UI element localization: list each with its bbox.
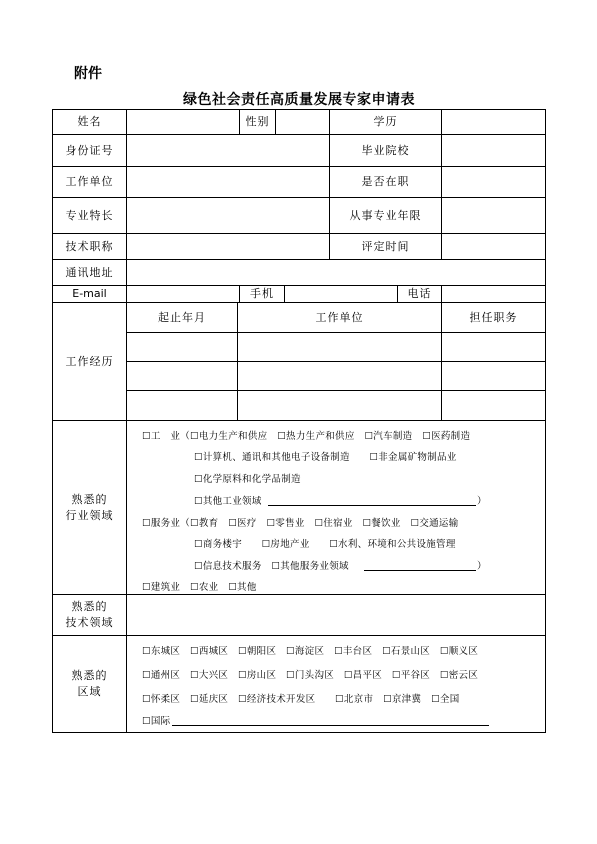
- region-option-line[interactable]: ☐怀柔区 ☐延庆区 ☐经济技术开发区 ☐北京市 ☐京津冀 ☐全国: [142, 694, 460, 705]
- technical-title-label: 技术职称: [65, 239, 114, 253]
- gender-label: 性别: [245, 115, 270, 128]
- industry-option-line[interactable]: ☐建筑业 ☐农业 ☐其他: [142, 582, 257, 593]
- specialty-input[interactable]: [127, 198, 329, 233]
- industry-option-line[interactable]: ☐信息技术服务 ☐其他服务业领域: [194, 561, 349, 572]
- specialty-label: 专业特长: [65, 208, 114, 222]
- email-input[interactable]: [127, 286, 239, 302]
- phone-label: 电话: [407, 287, 432, 300]
- region-label-line1: 熟悉的: [71, 669, 108, 682]
- gender-input[interactable]: [276, 110, 329, 134]
- education-input[interactable]: [442, 110, 545, 134]
- industry-option-close: ）: [477, 496, 487, 507]
- id-number-label: 身份证号: [65, 143, 114, 157]
- region-option-line[interactable]: ☐国际: [142, 716, 171, 727]
- years-input[interactable]: [442, 198, 545, 233]
- name-label: 姓名: [77, 115, 102, 128]
- tech-input[interactable]: [127, 595, 545, 635]
- industry-option-line[interactable]: ☐其他工业领域: [194, 496, 262, 507]
- technical-title-input[interactable]: [127, 234, 329, 259]
- work-history-col-period: 起止年月: [158, 310, 206, 324]
- employed-input[interactable]: [442, 167, 545, 197]
- attachment-label: 附件: [74, 66, 102, 82]
- tech-label-line2: 技术领域: [65, 616, 114, 629]
- work-unit-input[interactable]: [127, 167, 329, 197]
- work-history-col-unit: 工作单位: [315, 310, 364, 324]
- industry-option-line[interactable]: ☐工 业（☐电力生产和供应 ☐热力生产和供应 ☐汽车制造 ☐医药制造: [142, 431, 471, 442]
- region-option-line[interactable]: ☐东城区 ☐西城区 ☐朝阳区 ☐海淀区 ☐丰台区 ☐石景山区 ☐顺义区: [142, 646, 479, 657]
- region-label-line2: 区域: [77, 685, 102, 698]
- mobile-label: 手机: [250, 287, 274, 300]
- industry-option-line[interactable]: ☐化学原料和化学品制造: [194, 474, 301, 485]
- graduated-school-label: 毕业院校: [361, 143, 410, 157]
- mobile-input[interactable]: [285, 286, 397, 302]
- tech-label-line1: 熟悉的: [71, 600, 108, 613]
- industry-label-line1: 熟悉的: [71, 492, 108, 506]
- education-label: 学历: [373, 115, 398, 128]
- graduated-school-input[interactable]: [442, 135, 545, 166]
- industry-label-line2: 行业领域: [65, 508, 114, 522]
- employed-label: 是否在职: [361, 175, 410, 188]
- industry-option-line[interactable]: ☐服务业（☐教育 ☐医疗 ☐零售业 ☐住宿业 ☐餐饮业 ☐交通运输: [142, 518, 459, 529]
- form-title: 绿色社会责任高质量发展专家申请表: [183, 92, 415, 108]
- id-number-input[interactable]: [127, 135, 329, 166]
- region-label: [53, 636, 126, 732]
- industry-option-line[interactable]: ☐计算机、通讯和其他电子设备制造 ☐非金属矿物制品业: [194, 452, 457, 463]
- address-label: 通讯地址: [65, 265, 114, 279]
- international-underline[interactable]: [172, 725, 489, 726]
- tech-label: [53, 595, 126, 635]
- years-label: 从事专业年限: [349, 208, 422, 222]
- industry-option-close: ）: [477, 561, 487, 572]
- address-input[interactable]: [127, 260, 545, 285]
- evaluation-time-label: 评定时间: [361, 239, 410, 253]
- evaluation-time-input[interactable]: [442, 234, 545, 259]
- phone-input[interactable]: [442, 286, 545, 302]
- industry-label: [53, 421, 126, 594]
- email-label: E-mail: [72, 287, 107, 300]
- work-unit-label: 工作单位: [65, 175, 114, 188]
- name-input[interactable]: [127, 110, 239, 134]
- work-history-col-position: 担任职务: [469, 310, 518, 324]
- work-history-label: 工作经历: [65, 354, 114, 368]
- other-industry-underline[interactable]: [268, 505, 476, 506]
- region-option-line[interactable]: ☐通州区 ☐大兴区 ☐房山区 ☐门头沟区 ☐昌平区 ☐平谷区 ☐密云区: [142, 670, 479, 681]
- industry-option-line[interactable]: ☐商务楼宇 ☐房地产业 ☐水利、环境和公共设施管理: [194, 539, 456, 550]
- other-service-underline[interactable]: [364, 570, 476, 571]
